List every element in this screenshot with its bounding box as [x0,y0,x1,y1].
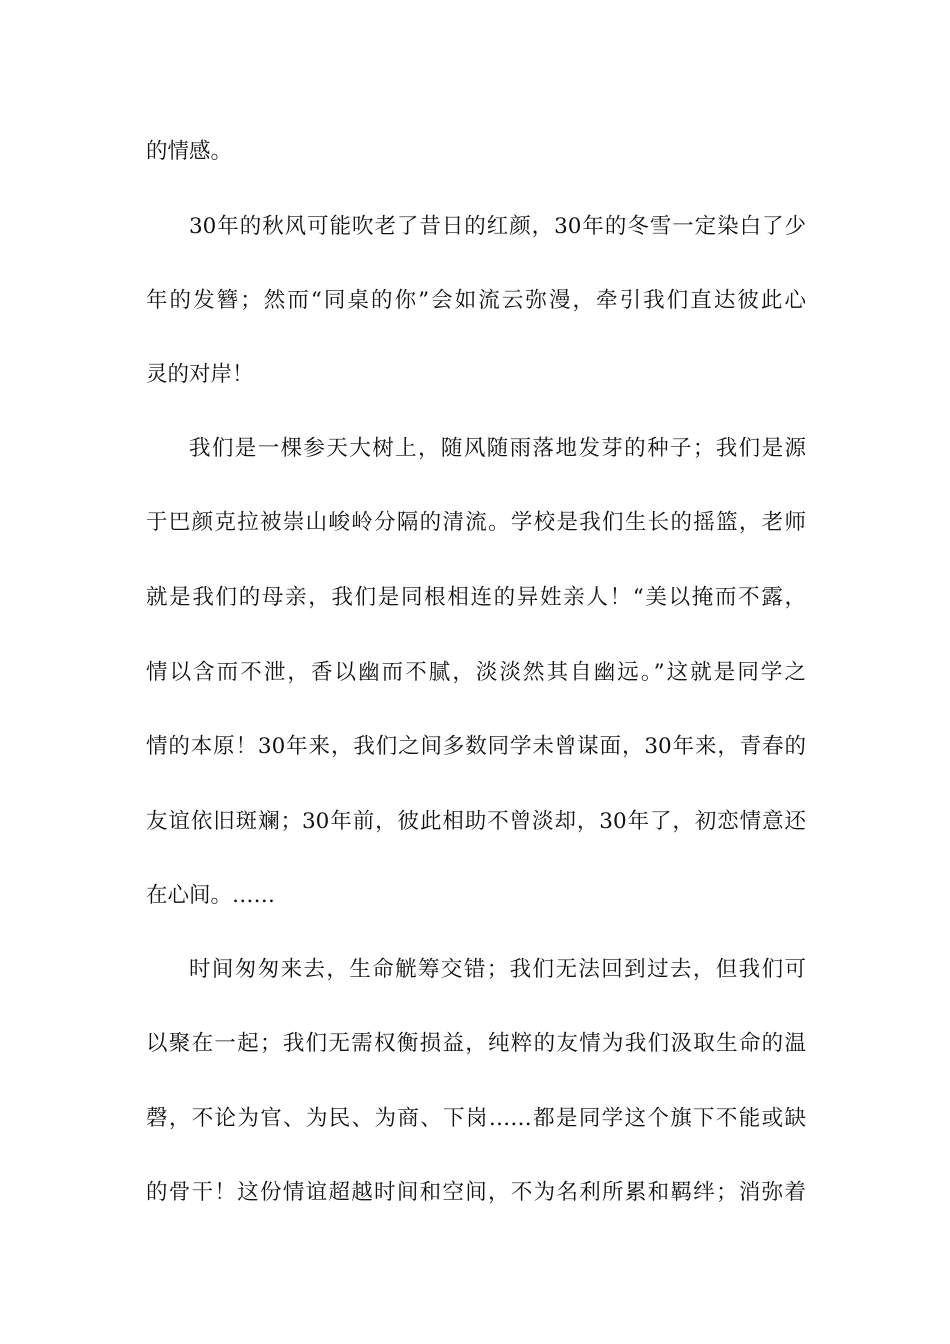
text-line: 的情感。 [146,139,233,164]
text-line: 磬，不论为官、为民、为商、下岗……都是同学这个旗下不能或缺 [146,1106,806,1131]
text-line: 灵的对岸！ [146,362,254,387]
text-line: 情的本原！30年来，我们之间多数同学未曾谋面，30年来，青春的 [146,734,806,759]
text-line: 就是我们的母亲，我们是同根相连的异姓亲人！“美以掩而不露， [146,585,806,610]
paragraph-first-line: 时间匆匆来去，生命觥筹交错；我们无法回到过去，但我们可 [189,957,806,982]
text-line: 年的发簪；然而“同桌的你”会如流云弥漫，牵引我们直达彼此心 [146,288,806,313]
text-line: 于巴颜克拉被崇山峻岭分隔的清流。学校是我们生长的摇篮，老师 [146,510,806,535]
text-line: 以聚在一起；我们无需权衡损益，纯粹的友情为我们汲取生命的温 [146,1031,806,1056]
text-line: 在心间。…… [146,883,276,908]
text-line: 情以含而不泄，香以幽而不腻，淡淡然其自幽远。”这就是同学之 [146,660,806,685]
paragraph-first-line: 我们是一棵参天大树上，随风随雨落地发芽的种子；我们是源 [189,436,806,461]
paragraph-first-line: 30年的秋风可能吹老了昔日的红颜，30年的冬雪一定染白了少 [189,214,806,239]
text-line: 的骨干！这份情谊超越时间和空间，不为名利所累和羁绊；消弥着 [146,1180,806,1205]
text-line: 友谊依旧斑斓；30年前，彼此相助不曾淡却，30年了，初恋情意还 [146,809,806,834]
